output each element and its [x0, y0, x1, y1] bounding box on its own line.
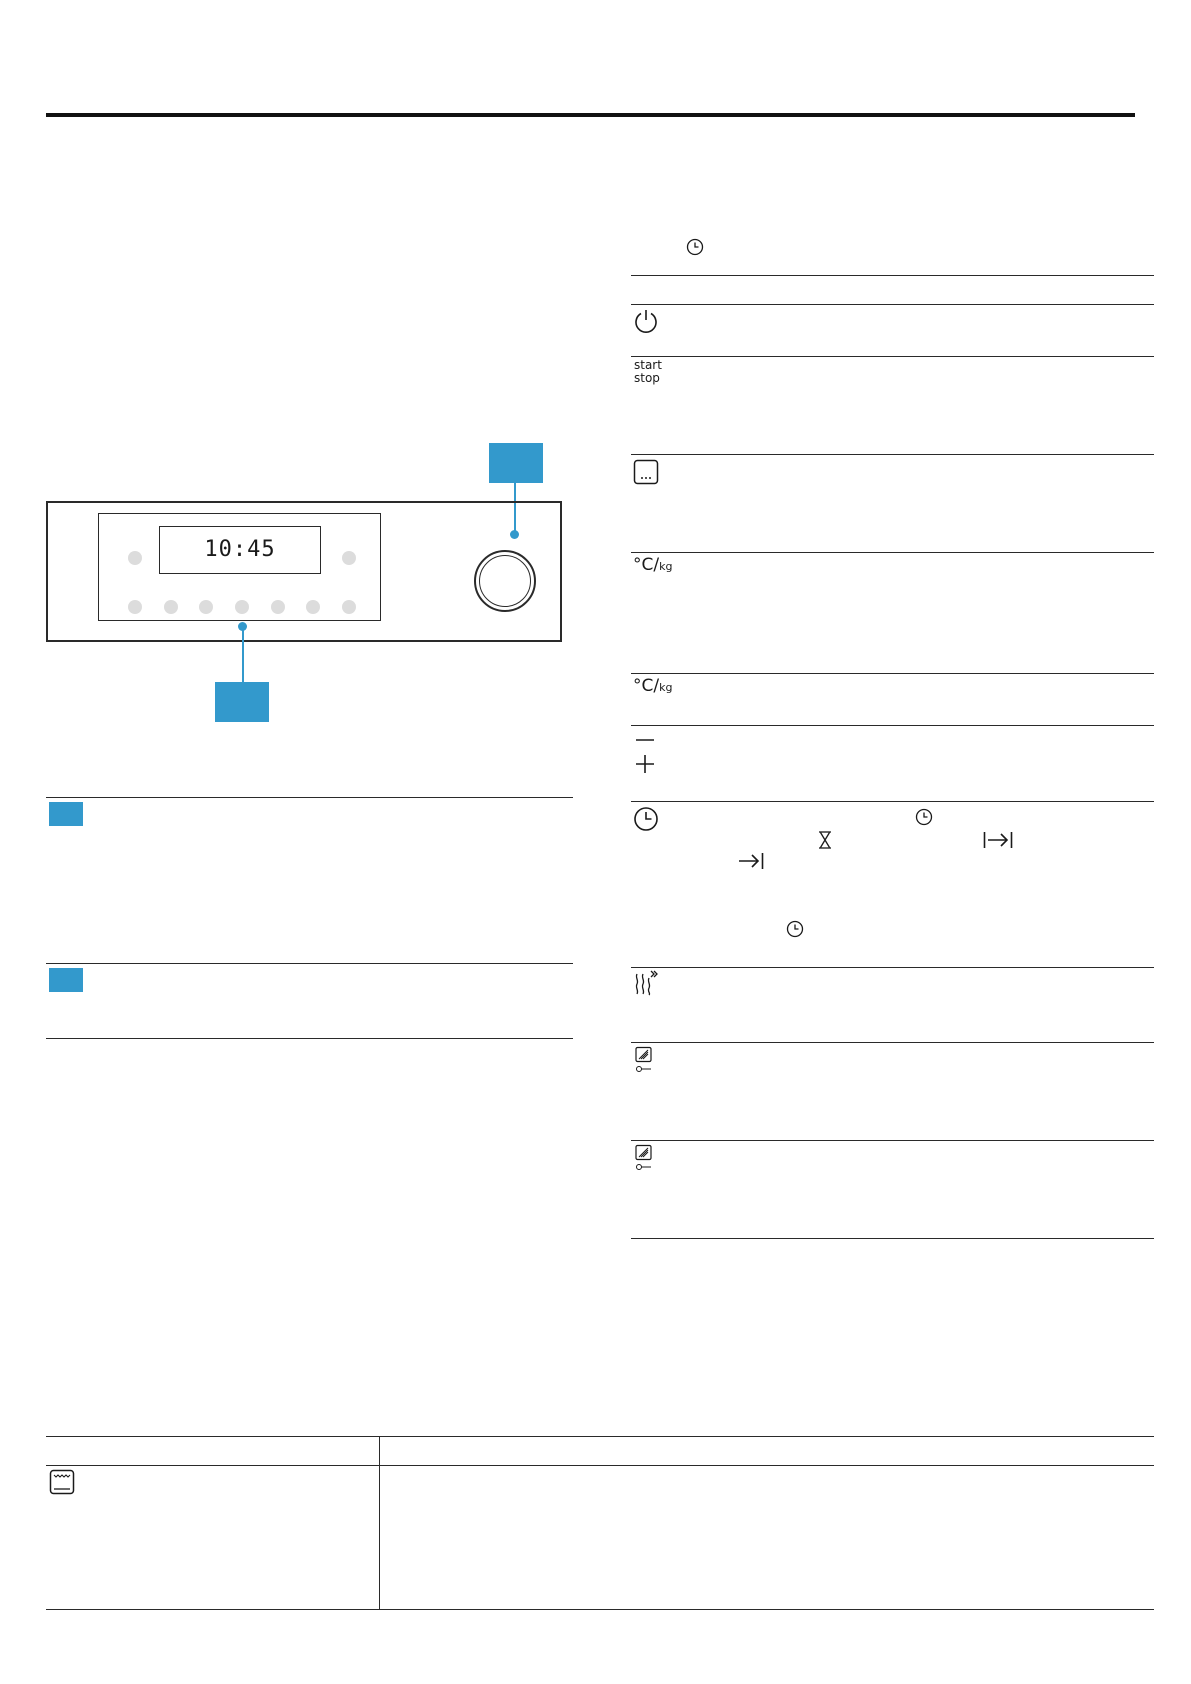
table-rule — [631, 1042, 1154, 1043]
start-stop-label — [634, 359, 662, 385]
callout-leader-line — [242, 626, 244, 682]
table-rule — [631, 454, 1154, 455]
end-time-icon — [738, 852, 764, 870]
table-rule — [46, 1609, 1154, 1610]
control-knob-ring — [479, 555, 531, 607]
column-divider — [379, 1436, 380, 1610]
weight-sub: kg — [659, 560, 673, 573]
touch-button[interactable] — [235, 600, 249, 614]
start-label: start — [634, 358, 662, 372]
minus-plus-icon — [634, 732, 656, 778]
menu-dots-icon — [633, 459, 659, 485]
touch-button[interactable] — [342, 551, 356, 565]
clock-icon — [786, 920, 804, 938]
power-icon — [633, 308, 659, 334]
table-rule — [631, 725, 1154, 726]
table-rule — [631, 967, 1154, 968]
fast-heat-icon — [633, 970, 659, 996]
table-rule — [631, 1238, 1154, 1239]
table-rule — [46, 963, 573, 964]
table-rule — [631, 552, 1154, 553]
table-rule — [46, 1465, 1154, 1466]
table-rule — [631, 275, 1154, 276]
clock-icon — [633, 806, 659, 832]
touch-button[interactable] — [164, 600, 178, 614]
touch-button[interactable] — [342, 600, 356, 614]
clock-icon — [915, 808, 933, 826]
temp-weight-icon — [633, 556, 672, 576]
hourglass-icon — [818, 831, 832, 849]
table-rule — [46, 797, 573, 798]
table-rule — [631, 1140, 1154, 1141]
clock-icon — [686, 238, 704, 256]
callout-marker-2 — [489, 443, 543, 483]
cooking-time-icon — [983, 831, 1013, 849]
legend-marker-2 — [49, 968, 83, 992]
oven-top-bottom-heat-icon — [49, 1469, 75, 1495]
table-rule — [46, 1436, 1154, 1437]
table-rule — [631, 356, 1154, 357]
table-rule — [631, 304, 1154, 305]
temp-weight-icon — [633, 677, 672, 697]
touch-button[interactable] — [271, 600, 285, 614]
touch-button[interactable] — [199, 600, 213, 614]
temp-symbol: °C/ — [633, 676, 660, 696]
touch-button[interactable] — [306, 600, 320, 614]
cleaning-icon — [633, 1144, 655, 1172]
weight-sub: kg — [659, 681, 673, 694]
stop-label: stop — [634, 371, 660, 385]
callout-marker-1 — [215, 682, 269, 722]
touch-button[interactable] — [128, 600, 142, 614]
legend-marker-1 — [49, 802, 83, 826]
temp-symbol: °C/ — [633, 555, 660, 575]
table-rule — [631, 801, 1154, 802]
table-rule — [631, 673, 1154, 674]
header-rule — [46, 113, 1135, 117]
time-display: 10:45 — [159, 526, 321, 574]
table-rule — [46, 1038, 573, 1039]
cleaning-icon — [633, 1046, 655, 1074]
touch-button[interactable] — [128, 551, 142, 565]
